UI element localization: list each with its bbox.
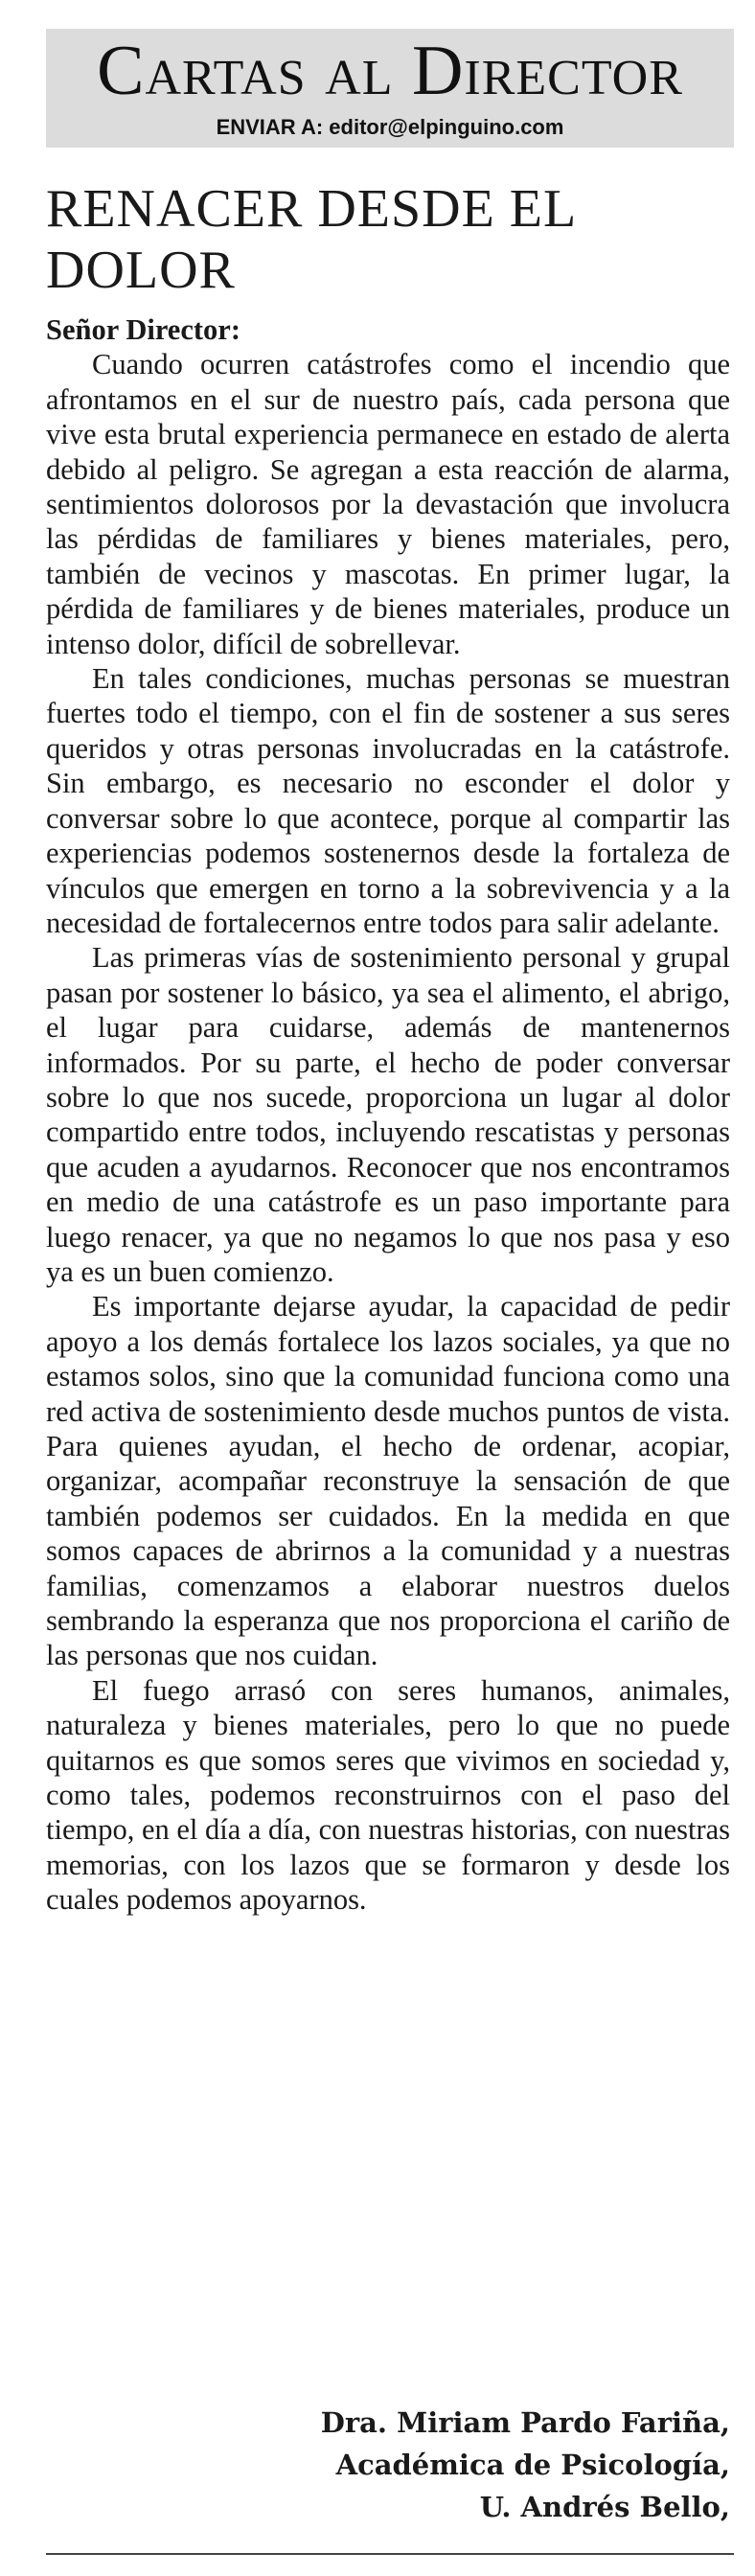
letter-headline: RENACER DESDE EL DOLOR xyxy=(46,179,576,300)
letter-salutation: Señor Director: xyxy=(46,313,240,346)
letter-signature xyxy=(321,2402,730,2528)
letter-paragraph-1: Cuando ocurren catástrofes como el incendio que afrontamos en el sur de nuestro país, cada persona que vive esta brutal experiencia permanece en estado de alerta debido al peligro. Se agregan a esta reacción de alarma, sentimientos dolorosos por la devastación que involucra las pérdidas de familiares y bienes materiales, pero, también de vecinos y mascotas. En primer lugar, la pérdida de familiares y de bienes materiales, produce un intenso dolor, difícil de sobrellevar. xyxy=(46,348,730,660)
letter-body xyxy=(46,312,730,1918)
letter-paragraph-5: El fuego arrasó con seres humanos, animales, naturaleza y bienes materiales, pero lo que no puede quitarnos es que somos seres que vivimos en sociedad y, como tales, podemos reconstruirnos con el paso del tiempo, en el día a día, con nuestras historias, con nuestras memorias, con los lazos que se formaron y desde los cuales podemos apoyarnos. xyxy=(46,1673,731,1917)
bottom-divider xyxy=(46,2553,734,2555)
send-to-email: ENVIAR A: editor@elpinguino.com xyxy=(216,115,564,139)
signature-role: Académica de Psicología, xyxy=(335,2449,730,2481)
letter-paragraph-3: Las primeras vías de sostenimiento personal y grupal pasan por sostener lo básico, ya sea el alimento, el abrigo, el lugar para cuidarse, además de mantenernos informados. Por su parte, el hecho de poder conversar sobre lo que nos sucede, proporciona un lugar al dolor compartido entre todos, incluyendo rescatistas y personas que acuden a ayudarnos. Reconocer que nos encontramos en medio de una catástrofe es un paso importante para luego renacer, ya que no negamos lo que nos pasa y eso ya es un buen comienzo. xyxy=(46,941,730,1288)
letter-paragraph-4: Es importante dejarse ayudar, la capacidad de pedir apoyo a los demás fortalece los lazos sociales, ya que no estamos solos, sino que la comunidad funciona como una red activa de sostenimiento desde muchos puntos de vista. Para quienes ayudan, el hecho de ordenar, acopiar, organizar, acompañar reconstruye la sensación de que también podemos ser cuidados. En la medida en que somos capaces de abrirnos a la comunidad y a nuestras familias, comenzamos a elaborar nuestros duelos sembrando la esperanza que nos proporciona el cariño de las personas que nos cuidan. xyxy=(46,1290,730,1672)
letter-paragraph-2: En tales condiciones, muchas personas se muestran fuertes todo el tiempo, con el fin de sostener a sus seres queridos y otras personas involucradas en la catástrofe. Sin embargo, es necesario no esconder el dolor y conversar sobre lo que acontece, porque al compartir las experiencias podemos sostenernos desde la fortaleza de vínculos que emergen en torno a la sobrevivencia y a la necesidad de fortalecernos entre todos para salir adelante. xyxy=(46,662,730,939)
signature-name: Dra. Miriam Pardo Fariña, xyxy=(320,2406,730,2439)
section-banner xyxy=(46,29,734,148)
signature-institution: U. Andrés Bello, xyxy=(479,2491,730,2523)
section-title: Cartas al Director xyxy=(97,32,683,110)
